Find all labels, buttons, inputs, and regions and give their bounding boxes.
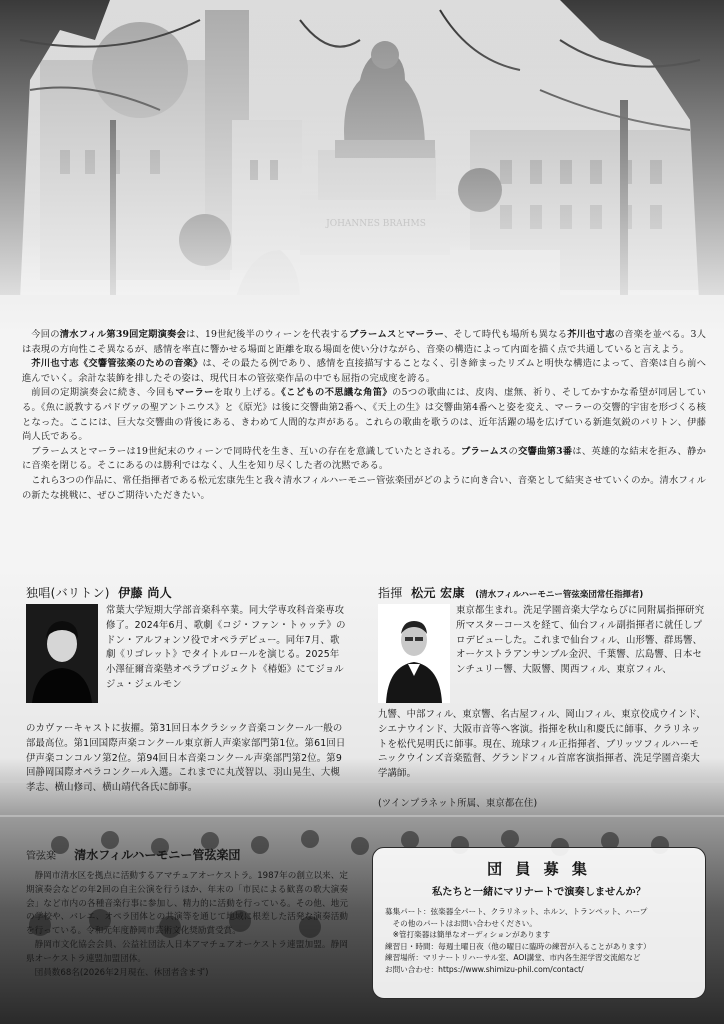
intro-text-run: の [508, 445, 519, 457]
intro-emphasis: 芥川也寸志 [567, 329, 615, 340]
recruit-title: 団 員 募 集 [487, 860, 591, 878]
recruit-line: 募集パート：弦楽器全パート、クラリネット、ホルン、トランペット、ハープ [385, 907, 648, 916]
baritone-bio: のカヴァーキャストに抜擢。第31回日本クラシック音楽コンクール一般の部最高位。第1回国際声楽コンクール東京新人声楽家部門第1位。第61回日伊声楽コンコルソ第2位。第94回日本音楽コンクール声楽部門第2位。第9回静岡国際オペラコンクール入選。これまでに丸茂智以、羽山晃生、大槻孝志、横山修司、横山靖代各氏に師事。 [26, 723, 346, 794]
conductor-role: 指揮 [378, 586, 403, 600]
intro-paragraph-2 [22, 357, 706, 386]
intro-emphasis: ブラームス [460, 445, 509, 457]
intro-paragraph-3 [22, 386, 706, 444]
intro-emphasis: 交響曲第3番 [518, 445, 573, 457]
baritone-bio-wrap: 常葉大学短期大学部音楽科卒業。同大学専攻科音楽専攻修了。2024年6月、歌劇《コジ・ファン・トゥッテ》のドン・アルフォンソ役でオペラデビュー。同年7月、歌劇《リゴレット》でタイトルロールを演じる。2025年小澤征爾音楽塾オペラプロジェクト《椿姫》にてジョルジュ・ジェルモン [106, 605, 346, 690]
intro-paragraph-1 [22, 328, 706, 357]
member-recruitment-box [372, 847, 706, 999]
ensemble-text [26, 870, 348, 980]
conductor-bio: 九響、中部フィル、東京響、名古屋フィル、岡山フィル、東京佼成ウインド、シエナウインド、大阪市音等へ客演。指揮を秋山和慶氏に師事、クラリネットを松代晃明氏に師事。現在、琉球フィル正指揮者、ブリッツフィルハーモニックウインズ音楽監督、グランドフィル首席客演指揮者、洗足学園音楽大学講師。 [378, 709, 706, 780]
conductor-heading [378, 584, 643, 601]
recruit-details [385, 906, 693, 975]
intro-text-run: 、そして時代も場所も異なる [443, 329, 568, 340]
recruit-line: 練習日・時間：毎週土曜日夜（他の曜日に臨時の練習が入ることがあります） [385, 941, 651, 951]
intro-text-run: と [396, 329, 406, 340]
baritone-photo [26, 604, 98, 703]
intro-emphasis: 清水フィル第39回定期演奏会 [59, 329, 187, 340]
intro-paragraph-5 [22, 474, 706, 503]
intro-text-run: 今回の [31, 329, 60, 340]
baritone-role: 独唱(バリトン) [26, 586, 110, 600]
recruit-line: ※管打楽器は簡単なオーディションがあります [385, 930, 551, 939]
intro-text-run: は、その最たる例であり、感情を直接描写することなく、引き締まったリズムと明快な構造によって、音楽は自ら前へ進んでいく。余計な装飾を排したその姿は、現代日本の管弦楽作品の中でも屈指の完成度を誇る。 [22, 358, 706, 384]
conductor-photo [378, 604, 450, 703]
intro-text-run: の5つの歌曲には、皮肉、虚無、祈り、そしてかすかな希望が同居している。《魚に説教するパドヴァの聖アントニウス》と《原光》は後に交響曲第2番へ、《天上の生》は交響曲第4番へと姿を変え、マーラーの交響的宇宙を形づくる核となった。ここには、巨大な交響曲の背後にある、きわめて人間的な声がある。これらの歌曲を歌うのは、近年活躍の場を広げている新進気鋭のバリトン、伊藤尚人氏である。 [22, 387, 706, 443]
intro-emphasis: ブラームス [349, 329, 397, 340]
hero-photo [0, 0, 724, 335]
intro-emphasis: マーラー [175, 387, 214, 399]
baritone-name: 伊藤 尚人 [118, 586, 172, 600]
intro-text [22, 328, 706, 503]
intro-text-run: の音楽を並べる。3人は表現の方向性こそ異なるが、感情を率直に響かせる場面と距離を取る場面を使い分けながら、音楽の構造によって内面を描く点で共通していると言えよう。 [22, 329, 706, 355]
intro-text-run: ブラームスとマーラーは19世紀末のウィーンで同時代を生き、互いの存在を意識していたとされる。 [31, 445, 461, 457]
ensemble-paragraph-3: 団員数68名(2026年2月現在、休団者含まず) [34, 967, 209, 978]
ensemble-paragraph-2: 静岡市文化協会会員、公益社団法人日本アマチュアオーケストラ連盟加盟。静岡県オーケストラ連盟加盟団体。 [26, 939, 348, 964]
intro-text-run: は、19世紀後半のウィーンを代表する [186, 329, 350, 340]
ensemble-name: 清水フィルハーモニー管弦楽団 [74, 848, 241, 862]
conductor-title: (清水フィルハーモニー管弦楽団常任指揮者) [475, 590, 644, 600]
intro-emphasis: マーラー [406, 329, 444, 340]
recruit-line: 練習場所：マリナートリハーサル室、AOI講堂、市内各生涯学習交流館など [385, 953, 641, 962]
ensemble-label: 管弦楽 [26, 851, 56, 862]
contact-link[interactable]: お問い合わせ：https://www.shimizu-phil.com/contact/ [385, 964, 584, 974]
intro-paragraph-4 [22, 445, 706, 474]
intro-text-run: 前回の定期演奏会に続き、今回も [31, 387, 176, 399]
intro-text-run: は、英雄的な結末を拒み、静かに音楽を閉じる。そこにあるのは勝利ではなく、人生を知り尽くした者の沈黙である。 [22, 445, 706, 472]
conductor-bio-wrap: 東京都生まれ。洗足学園音楽大学ならびに同附属指揮研究所マスターコースを経て、仙台フィル副指揮者に就任しプロデビューした。これまで仙台フィル、山形響、群馬響、オーケストラアンサンブル金沢、千葉響、広島響、日本センチュリー響、大阪響、関西フィル、東京フィル、 [456, 605, 705, 676]
recruit-line: その他のパートはお問い合わせください。 [385, 918, 537, 928]
recruit-tagline: 私たちと一緒にマリナートで演奏しませんか？ [432, 886, 646, 898]
brahms-monument-photo [0, 0, 724, 335]
intro-emphasis: 芥川也寸志《交響管弦楽のための音楽》 [31, 358, 203, 370]
intro-emphasis: 《こどもの不思議な角笛》 [281, 387, 393, 399]
conductor-name: 松元 宏康 [411, 586, 465, 600]
ensemble-paragraph-1: 静岡市清水区を拠点に活動するアマチュアオーケストラ。1987年の創立以来、定期演奏会などの年2回の自主公演を行うほか、年末の「市民による歓喜の歌大演奏会」など市内の各種音楽行事に参加し、精力的に活動を行っている。その他、地元の学校や、バレエ、オペラ団体との共演等を通じて地域に根差した活発な演奏活動を行っている。令和元年度静岡市芸術文化奨励賞受賞。 [26, 871, 348, 937]
intro-text-run: を取り上げる。 [213, 387, 282, 399]
conductor-note: (ツインプラネット所属、東京都在住) [378, 798, 538, 809]
intro-text-run: これら3つの作品に、常任指揮者である松元宏康先生と我々清水フィルハーモニー管弦楽団がどのように向き合い、音楽として結実させていくのか。清水フィルの新たな挑戦に、ぜひご期待いただきたい。 [22, 474, 706, 501]
ensemble-heading [26, 846, 240, 863]
baritone-heading [26, 584, 172, 601]
